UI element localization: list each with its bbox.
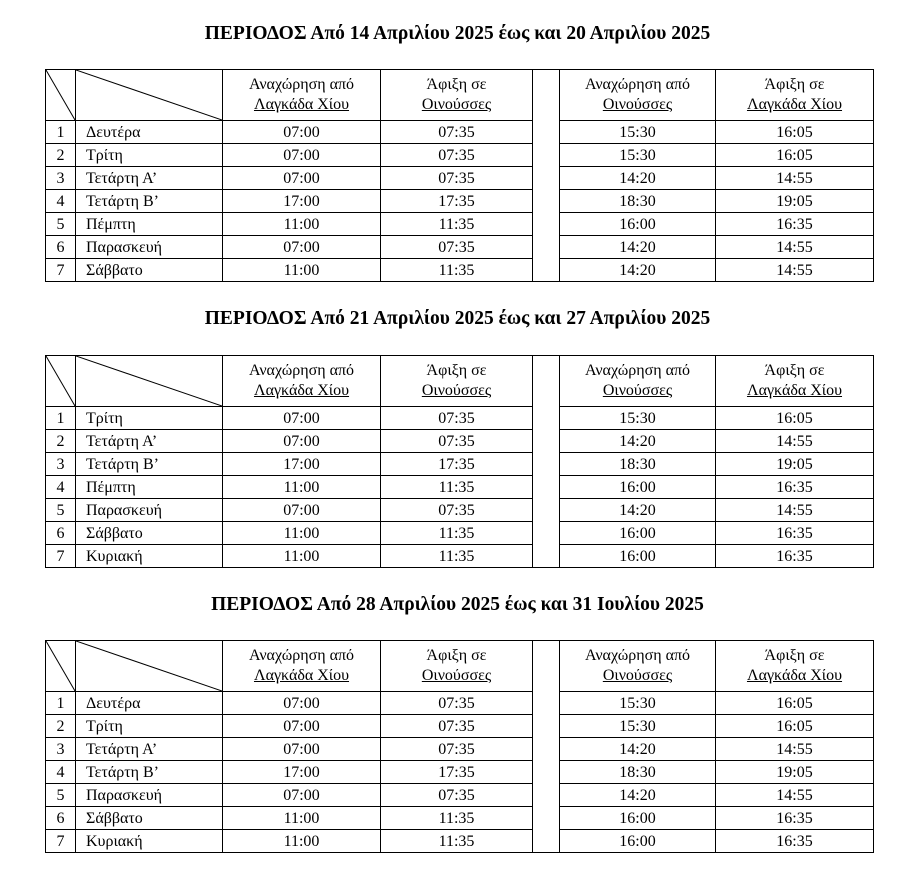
arrival-oinousses-time: 17:35 bbox=[381, 190, 533, 213]
table-row bbox=[46, 430, 874, 453]
departure-chios-time: 11:00 bbox=[223, 830, 381, 853]
header-line: Άφιξη σε bbox=[426, 362, 487, 379]
departure-chios-time: 07:00 bbox=[223, 144, 381, 167]
arrival-oinousses-time: 11:35 bbox=[381, 830, 533, 853]
header-line: Άφιξη σε bbox=[426, 76, 487, 93]
departure-oinousses-time: 18:30 bbox=[560, 190, 716, 213]
departure-oinousses-time: 15:30 bbox=[560, 121, 716, 144]
spacer-column bbox=[533, 784, 560, 807]
header-line: Άφιξη σε bbox=[426, 647, 487, 664]
departure-oinousses-time: 14:20 bbox=[560, 259, 716, 282]
header-place: Λαγκάδα Χίου bbox=[746, 667, 843, 684]
arrival-chios-time: 16:35 bbox=[716, 522, 874, 545]
diagonal-line-icon bbox=[46, 70, 75, 120]
day-name: Σάββατο bbox=[76, 807, 223, 830]
arrival-chios-time: 14:55 bbox=[716, 259, 874, 282]
table-row bbox=[46, 213, 874, 236]
row-number: 7 bbox=[46, 545, 76, 568]
arrival-oinousses-time: 07:35 bbox=[381, 738, 533, 761]
day-name: Τετάρτη Α’ bbox=[76, 738, 223, 761]
spacer-column bbox=[533, 430, 560, 453]
arrival-chios-time: 19:05 bbox=[716, 190, 874, 213]
spacer-column bbox=[533, 830, 560, 853]
spacer-column bbox=[533, 692, 560, 715]
row-number: 3 bbox=[46, 453, 76, 476]
header-place: Οινούσσες bbox=[421, 382, 492, 399]
table-row bbox=[46, 545, 874, 568]
diagonal-line-icon bbox=[46, 356, 75, 406]
table-row bbox=[46, 190, 874, 213]
table-row bbox=[46, 167, 874, 190]
spacer-column bbox=[533, 499, 560, 522]
row-number: 5 bbox=[46, 499, 76, 522]
day-name: Πέμπτη bbox=[76, 213, 223, 236]
departure-oinousses-time: 15:30 bbox=[560, 692, 716, 715]
row-number: 6 bbox=[46, 236, 76, 259]
departure-chios-time: 07:00 bbox=[223, 430, 381, 453]
departure-oinousses-time: 14:20 bbox=[560, 167, 716, 190]
departure-oinousses-time: 14:20 bbox=[560, 236, 716, 259]
departure-chios-time: 11:00 bbox=[223, 807, 381, 830]
spacer-column bbox=[533, 190, 560, 213]
header-departure-oinousses bbox=[560, 641, 716, 692]
day-name: Παρασκευή bbox=[76, 236, 223, 259]
departure-chios-time: 11:00 bbox=[223, 213, 381, 236]
departure-oinousses-time: 14:20 bbox=[560, 738, 716, 761]
row-number: 2 bbox=[46, 715, 76, 738]
spacer-column bbox=[533, 70, 560, 121]
spacer-column bbox=[533, 641, 560, 692]
arrival-oinousses-time: 07:35 bbox=[381, 715, 533, 738]
arrival-chios-time: 16:35 bbox=[716, 807, 874, 830]
row-number: 1 bbox=[46, 692, 76, 715]
arrival-chios-time: 16:35 bbox=[716, 830, 874, 853]
departure-chios-time: 07:00 bbox=[223, 784, 381, 807]
header-place: Οινούσσες bbox=[602, 96, 673, 113]
corner-cell-number bbox=[46, 641, 76, 692]
header-place: Οινούσσες bbox=[602, 382, 673, 399]
arrival-oinousses-time: 17:35 bbox=[381, 761, 533, 784]
arrival-chios-time: 16:05 bbox=[716, 144, 874, 167]
spacer-column bbox=[533, 144, 560, 167]
arrival-oinousses-time: 17:35 bbox=[381, 453, 533, 476]
departure-oinousses-time: 16:00 bbox=[560, 522, 716, 545]
spacer-column bbox=[533, 476, 560, 499]
table-row bbox=[46, 407, 874, 430]
arrival-chios-time: 14:55 bbox=[716, 236, 874, 259]
header-place: Οινούσσες bbox=[421, 667, 492, 684]
day-name: Δευτέρα bbox=[76, 121, 223, 144]
day-name: Τετάρτη Β’ bbox=[76, 761, 223, 784]
header-arrival-chios bbox=[716, 641, 874, 692]
departure-chios-time: 07:00 bbox=[223, 121, 381, 144]
arrival-chios-time: 19:05 bbox=[716, 761, 874, 784]
departure-oinousses-time: 16:00 bbox=[560, 545, 716, 568]
period-title: ΠΕΡΙΟΔΟΣ Από 14 Απριλίου 2025 έως και 20 Απριλίου 2025 bbox=[204, 23, 711, 44]
day-name: Δευτέρα bbox=[76, 692, 223, 715]
spacer-column bbox=[533, 807, 560, 830]
arrival-chios-time: 16:05 bbox=[716, 121, 874, 144]
header-line: Αναχώρηση από bbox=[584, 362, 691, 379]
table-row bbox=[46, 144, 874, 167]
header-line: Αναχώρηση από bbox=[248, 362, 355, 379]
header-line: Αναχώρηση από bbox=[584, 647, 691, 664]
header-place: Λαγκάδα Χίου bbox=[253, 96, 350, 113]
corner-cell-day bbox=[76, 641, 223, 692]
departure-chios-time: 17:00 bbox=[223, 453, 381, 476]
arrival-oinousses-time: 11:35 bbox=[381, 476, 533, 499]
departure-chios-time: 07:00 bbox=[223, 499, 381, 522]
header-departure-chios bbox=[223, 356, 381, 407]
row-number: 6 bbox=[46, 807, 76, 830]
header-line: Άφιξη σε bbox=[764, 647, 825, 664]
header-line: Άφιξη σε bbox=[764, 362, 825, 379]
row-number: 1 bbox=[46, 121, 76, 144]
departure-chios-time: 11:00 bbox=[223, 259, 381, 282]
arrival-oinousses-time: 11:35 bbox=[381, 213, 533, 236]
corner-cell-number bbox=[46, 356, 76, 407]
departure-oinousses-time: 14:20 bbox=[560, 499, 716, 522]
day-name: Τετάρτη Α’ bbox=[76, 430, 223, 453]
table-row bbox=[46, 738, 874, 761]
arrival-oinousses-time: 07:35 bbox=[381, 236, 533, 259]
departure-chios-time: 11:00 bbox=[223, 476, 381, 499]
header-row bbox=[46, 641, 874, 692]
spacer-column bbox=[533, 545, 560, 568]
arrival-oinousses-time: 07:35 bbox=[381, 499, 533, 522]
period-title: ΠΕΡΙΟΔΟΣ Από 28 Απριλίου 2025 έως και 31 Ιουλίου 2025 bbox=[211, 594, 704, 615]
departure-oinousses-time: 15:30 bbox=[560, 407, 716, 430]
departure-oinousses-time: 18:30 bbox=[560, 761, 716, 784]
header-arrival-oinousses bbox=[381, 641, 533, 692]
departure-chios-time: 17:00 bbox=[223, 761, 381, 784]
row-number: 4 bbox=[46, 476, 76, 499]
spacer-column bbox=[533, 453, 560, 476]
header-place: Λαγκάδα Χίου bbox=[746, 382, 843, 399]
timetable-period-2 bbox=[45, 355, 874, 568]
arrival-oinousses-time: 11:35 bbox=[381, 807, 533, 830]
arrival-chios-time: 19:05 bbox=[716, 453, 874, 476]
row-number: 1 bbox=[46, 407, 76, 430]
arrival-oinousses-time: 11:35 bbox=[381, 522, 533, 545]
row-number: 4 bbox=[46, 190, 76, 213]
departure-chios-time: 07:00 bbox=[223, 738, 381, 761]
arrival-chios-time: 16:05 bbox=[716, 407, 874, 430]
spacer-column bbox=[533, 121, 560, 144]
table-row bbox=[46, 236, 874, 259]
day-name: Σάββατο bbox=[76, 259, 223, 282]
departure-oinousses-time: 16:00 bbox=[560, 830, 716, 853]
spacer-column bbox=[533, 522, 560, 545]
day-name: Τρίτη bbox=[76, 144, 223, 167]
arrival-oinousses-time: 07:35 bbox=[381, 407, 533, 430]
departure-oinousses-time: 14:20 bbox=[560, 430, 716, 453]
departure-chios-time: 11:00 bbox=[223, 522, 381, 545]
arrival-chios-time: 14:55 bbox=[716, 499, 874, 522]
day-name: Κυριακή bbox=[76, 830, 223, 853]
row-number: 7 bbox=[46, 830, 76, 853]
header-place: Οινούσσες bbox=[421, 96, 492, 113]
row-number: 3 bbox=[46, 738, 76, 761]
row-number: 5 bbox=[46, 784, 76, 807]
arrival-oinousses-time: 11:35 bbox=[381, 545, 533, 568]
table-row bbox=[46, 259, 874, 282]
header-row bbox=[46, 70, 874, 121]
header-departure-oinousses bbox=[560, 356, 716, 407]
diagonal-line-icon bbox=[76, 70, 222, 120]
header-line: Αναχώρηση από bbox=[248, 647, 355, 664]
spacer-column bbox=[533, 761, 560, 784]
table-row bbox=[46, 453, 874, 476]
departure-oinousses-time: 16:00 bbox=[560, 807, 716, 830]
day-name: Πέμπτη bbox=[76, 476, 223, 499]
arrival-chios-time: 14:55 bbox=[716, 430, 874, 453]
row-number: 7 bbox=[46, 259, 76, 282]
row-number: 2 bbox=[46, 144, 76, 167]
spacer-column bbox=[533, 407, 560, 430]
header-place: Οινούσσες bbox=[602, 667, 673, 684]
table-row bbox=[46, 121, 874, 144]
departure-oinousses-time: 15:30 bbox=[560, 715, 716, 738]
row-number: 6 bbox=[46, 522, 76, 545]
spacer-column bbox=[533, 738, 560, 761]
header-departure-oinousses bbox=[560, 70, 716, 121]
departure-chios-time: 07:00 bbox=[223, 715, 381, 738]
row-number: 4 bbox=[46, 761, 76, 784]
arrival-oinousses-time: 07:35 bbox=[381, 144, 533, 167]
header-place: Λαγκάδα Χίου bbox=[253, 667, 350, 684]
arrival-chios-time: 16:35 bbox=[716, 545, 874, 568]
corner-cell-day bbox=[76, 356, 223, 407]
departure-oinousses-time: 18:30 bbox=[560, 453, 716, 476]
corner-cell-number bbox=[46, 70, 76, 121]
departure-oinousses-time: 15:30 bbox=[560, 144, 716, 167]
diagonal-line-icon bbox=[76, 356, 222, 406]
day-name: Τετάρτη Α’ bbox=[76, 167, 223, 190]
arrival-oinousses-time: 07:35 bbox=[381, 430, 533, 453]
day-name: Σάββατο bbox=[76, 522, 223, 545]
spacer-column bbox=[533, 236, 560, 259]
departure-chios-time: 07:00 bbox=[223, 167, 381, 190]
day-name: Τετάρτη Β’ bbox=[76, 453, 223, 476]
table-row bbox=[46, 807, 874, 830]
table-row bbox=[46, 476, 874, 499]
arrival-chios-time: 14:55 bbox=[716, 784, 874, 807]
header-departure-chios bbox=[223, 641, 381, 692]
header-line: Αναχώρηση από bbox=[584, 76, 691, 93]
row-number: 2 bbox=[46, 430, 76, 453]
departure-chios-time: 07:00 bbox=[223, 692, 381, 715]
corner-cell-day bbox=[76, 70, 223, 121]
arrival-chios-time: 16:05 bbox=[716, 715, 874, 738]
spacer-column bbox=[533, 167, 560, 190]
spacer-column bbox=[533, 259, 560, 282]
arrival-chios-time: 16:05 bbox=[716, 692, 874, 715]
table-row bbox=[46, 761, 874, 784]
table-row bbox=[46, 499, 874, 522]
day-name: Τρίτη bbox=[76, 715, 223, 738]
header-place: Λαγκάδα Χίου bbox=[253, 382, 350, 399]
departure-oinousses-time: 16:00 bbox=[560, 213, 716, 236]
departure-oinousses-time: 16:00 bbox=[560, 476, 716, 499]
spacer-column bbox=[533, 356, 560, 407]
departure-chios-time: 07:00 bbox=[223, 236, 381, 259]
day-name: Κυριακή bbox=[76, 545, 223, 568]
header-arrival-chios bbox=[716, 356, 874, 407]
arrival-oinousses-time: 07:35 bbox=[381, 121, 533, 144]
arrival-chios-time: 14:55 bbox=[716, 167, 874, 190]
table-row bbox=[46, 522, 874, 545]
diagonal-line-icon bbox=[46, 641, 75, 691]
header-arrival-oinousses bbox=[381, 70, 533, 121]
header-arrival-oinousses bbox=[381, 356, 533, 407]
header-line: Αναχώρηση από bbox=[248, 76, 355, 93]
day-name: Τετάρτη Β’ bbox=[76, 190, 223, 213]
spacer-column bbox=[533, 213, 560, 236]
day-name: Παρασκευή bbox=[76, 499, 223, 522]
row-number: 5 bbox=[46, 213, 76, 236]
arrival-chios-time: 16:35 bbox=[716, 476, 874, 499]
table-row bbox=[46, 830, 874, 853]
table-row bbox=[46, 784, 874, 807]
departure-chios-time: 07:00 bbox=[223, 407, 381, 430]
header-row bbox=[46, 356, 874, 407]
arrival-chios-time: 14:55 bbox=[716, 738, 874, 761]
arrival-oinousses-time: 07:35 bbox=[381, 167, 533, 190]
header-line: Άφιξη σε bbox=[764, 76, 825, 93]
day-name: Τρίτη bbox=[76, 407, 223, 430]
header-arrival-chios bbox=[716, 70, 874, 121]
day-name: Παρασκευή bbox=[76, 784, 223, 807]
table-row bbox=[46, 692, 874, 715]
header-departure-chios bbox=[223, 70, 381, 121]
timetable-period-3 bbox=[45, 640, 874, 853]
departure-oinousses-time: 14:20 bbox=[560, 784, 716, 807]
timetable-period-1 bbox=[45, 69, 874, 282]
diagonal-line-icon bbox=[76, 641, 222, 691]
period-title: ΠΕΡΙΟΔΟΣ Από 21 Απριλίου 2025 έως και 27 Απριλίου 2025 bbox=[204, 308, 711, 329]
header-place: Λαγκάδα Χίου bbox=[746, 96, 843, 113]
table-row bbox=[46, 715, 874, 738]
arrival-oinousses-time: 11:35 bbox=[381, 259, 533, 282]
arrival-oinousses-time: 07:35 bbox=[381, 692, 533, 715]
row-number: 3 bbox=[46, 167, 76, 190]
departure-chios-time: 17:00 bbox=[223, 190, 381, 213]
arrival-chios-time: 16:35 bbox=[716, 213, 874, 236]
spacer-column bbox=[533, 715, 560, 738]
arrival-oinousses-time: 07:35 bbox=[381, 784, 533, 807]
departure-chios-time: 11:00 bbox=[223, 545, 381, 568]
